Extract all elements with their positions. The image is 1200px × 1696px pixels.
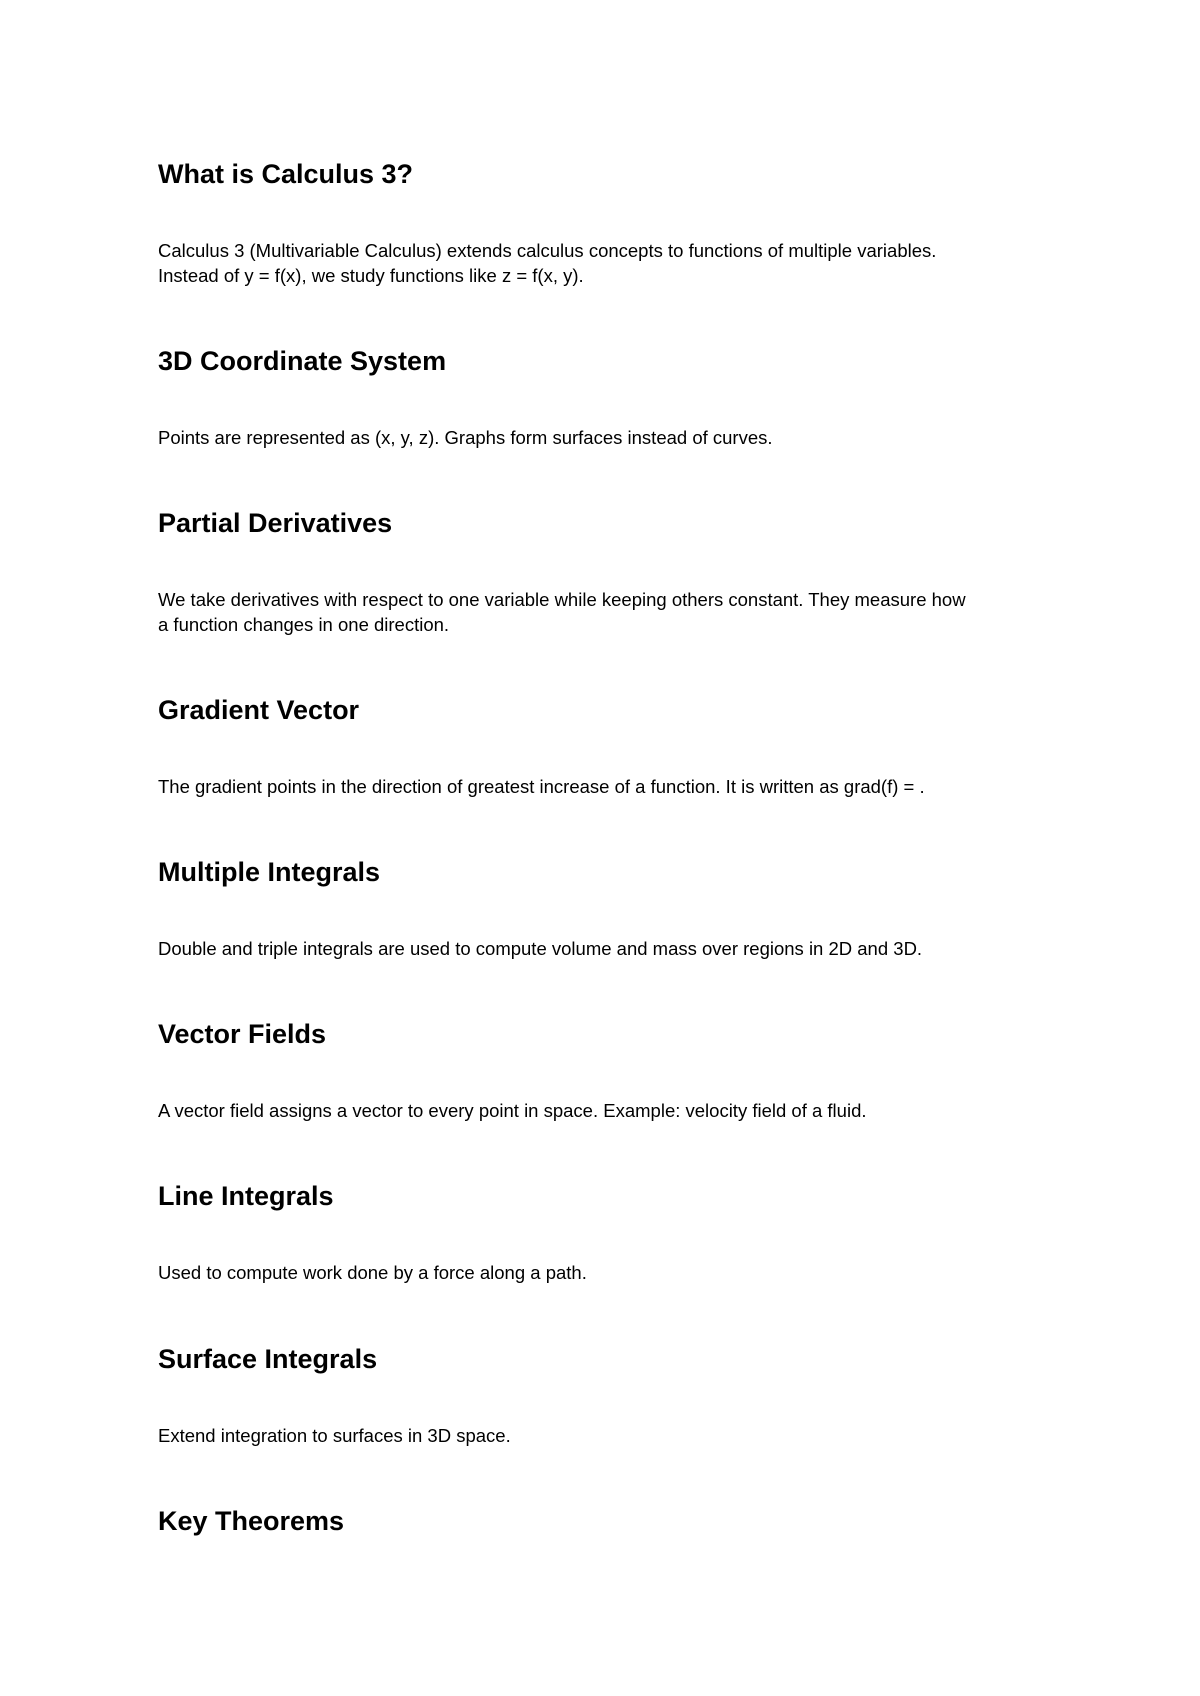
section-body-line: The gradient points in the direction of greatest increase of a function. It is written as grad(f) = . bbox=[158, 776, 925, 797]
section-heading: Vector Fields bbox=[158, 1019, 327, 1049]
section-line-integrals bbox=[158, 1180, 1058, 1283]
section-body-line: A vector field assigns a vector to every point in space. Example: velocity field of a fluid. bbox=[158, 1100, 867, 1121]
section-heading: Multiple Integrals bbox=[158, 857, 381, 887]
section-heading: Partial Derivatives bbox=[158, 508, 393, 538]
section-heading: Surface Integrals bbox=[158, 1344, 378, 1374]
section-gradient-vector bbox=[158, 694, 1058, 797]
section-heading: Gradient Vector bbox=[158, 695, 360, 725]
section-what-is-calculus-3 bbox=[158, 158, 1058, 286]
section-surface-integrals bbox=[158, 1343, 1058, 1446]
section-body-line: Instead of y = f(x), we study functions like z = f(x, y). bbox=[158, 265, 584, 286]
section-vector-fields bbox=[158, 1018, 1058, 1121]
section-key-theorems bbox=[158, 1505, 1058, 1537]
section-heading: Key Theorems bbox=[158, 1506, 345, 1536]
section-multiple-integrals bbox=[158, 856, 1058, 959]
section-3d-coordinate-system bbox=[158, 345, 1058, 448]
section-body-line: Extend integration to surfaces in 3D space. bbox=[158, 1425, 511, 1446]
section-body-line: We take derivatives with respect to one variable while keeping others constant. They measure how bbox=[158, 589, 966, 610]
section-body-line: a function changes in one direction. bbox=[158, 614, 450, 635]
section-body-line: Calculus 3 (Multivariable Calculus) extends calculus concepts to functions of multiple variables. bbox=[158, 240, 937, 261]
section-heading: 3D Coordinate System bbox=[158, 346, 447, 376]
section-partial-derivatives bbox=[158, 507, 1058, 635]
section-heading: What is Calculus 3? bbox=[158, 159, 414, 189]
section-heading: Line Integrals bbox=[158, 1181, 334, 1211]
section-body-line: Double and triple integrals are used to compute volume and mass over regions in 2D and 3D. bbox=[158, 938, 923, 959]
section-body-line: Points are represented as (x, y, z). Graphs form surfaces instead of curves. bbox=[158, 427, 773, 448]
section-body-line: Used to compute work done by a force along a path. bbox=[158, 1262, 587, 1283]
